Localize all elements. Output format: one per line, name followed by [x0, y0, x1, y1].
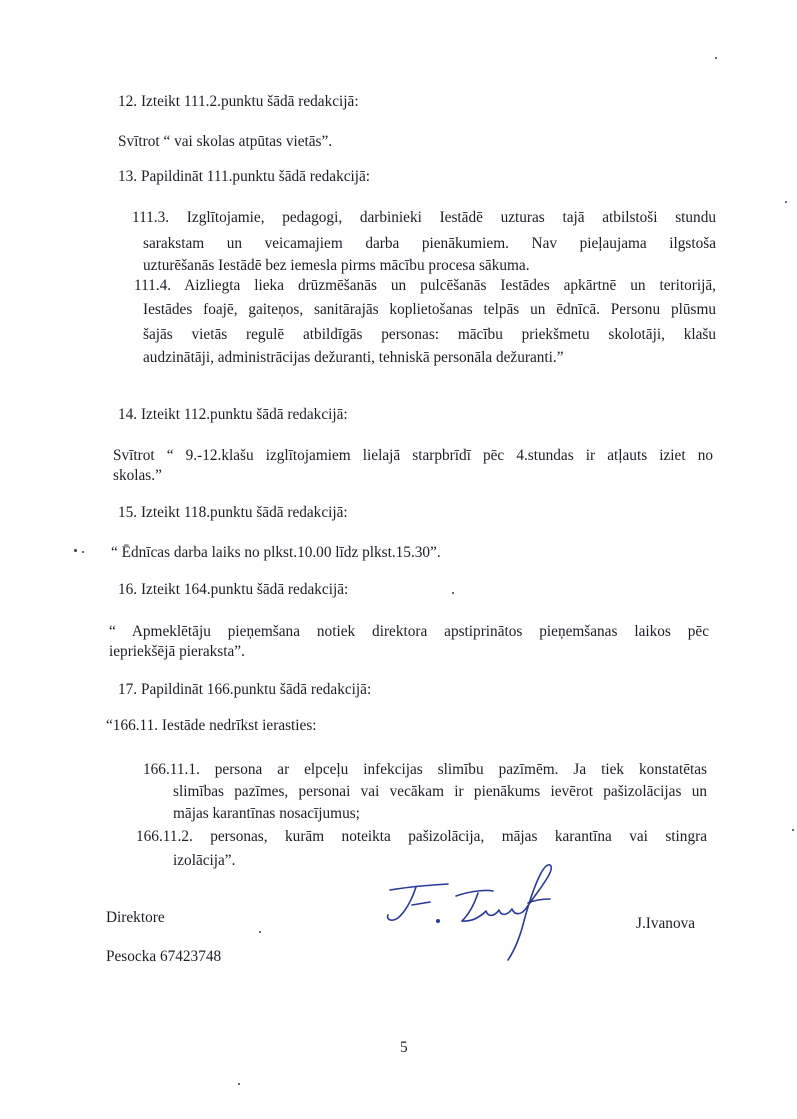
item-17-p1-line3: mājas karantīnas nosacījumus;	[173, 805, 360, 822]
item-13-p2-line3: šajās vietās regulē atbildīgās personas: mācību priekšmetu skolotāji, klašu	[143, 326, 716, 343]
item-14-heading: 14. Izteikt 112.punktu šādā redakcijā:	[118, 406, 348, 423]
item-14-text-line1: Svītrot “ 9.-12.klašu izglītojamiem lielajā starpbrīdī pēc 4.stundas ir atļauts iziet no	[113, 447, 713, 464]
scan-speck	[74, 549, 77, 552]
item-13-p1-line3: uzturēšanās Iestādē bez iemesla pirms mācību procesa sākuma.	[143, 257, 530, 274]
item-17-p1-line1: 166.11.1. persona ar elpceļu infekcijas slimību pazīmēm. Ja tiek konstatētas	[143, 761, 707, 778]
scan-speck	[238, 1083, 240, 1085]
scan-speck	[785, 201, 787, 203]
contact-info: Pesocka 67423748	[106, 948, 222, 965]
item-13-p2-line4: audzinātāji, administrācijas dežuranti, tehniskā personāla dežuranti.”	[143, 349, 564, 366]
item-17-p2-line2: izolācija”.	[173, 852, 236, 869]
scan-speck	[715, 57, 717, 59]
item-14-text-line2: skolas.”	[113, 467, 162, 484]
item-13-p1-line2: sarakstam un veicamajiem darba pienākumiem. Nav pieļaujama ilgstoša	[143, 235, 716, 252]
item-17-p1-line2: slimības pazīmes, personai vai vecākam ir pienākums ievērot pašizolācijas un	[173, 783, 707, 800]
item-13-p2-line2: Iestādes foajē, gaiteņos, sanitārajās koplietošanas telpās un ēdnīcā. Personu plūsmu	[143, 301, 716, 318]
handwritten-signature	[378, 863, 568, 963]
item-16-text-line2: iepriekšējā pieraksta”.	[109, 643, 245, 660]
item-17-p2-line1: 166.11.2. personas, kurām noteikta pašizolācija, mājas karantīna vai stingra	[136, 828, 707, 845]
item-12-heading: 12. Izteikt 111.2.punktu šādā redakcijā:	[118, 93, 359, 110]
item-15-heading: 15. Izteikt 118.punktu šādā redakcijā:	[118, 504, 348, 521]
signatory-name: J.Ivanova	[636, 915, 696, 932]
item-12-text: Svītrot “ vai skolas atpūtas vietās”.	[118, 133, 333, 150]
item-15-text: “ Ēdnīcas darba laiks no plkst.10.00 līdz plkst.15.30”.	[111, 544, 441, 561]
scan-speck	[259, 931, 261, 933]
item-13-heading: 13. Papildināt 111.punktu šādā redakcijā:	[118, 168, 371, 185]
scan-speck	[452, 592, 454, 594]
signatory-role: Direktore	[106, 909, 165, 926]
item-13-p1-line1: 111.3. Izglītojamie, pedagogi, darbinieki Iestādē uzturas tajā atbilstoši stundu	[132, 209, 716, 226]
scan-speck	[82, 551, 84, 553]
item-16-text-line1: “ Apmeklētāju pieņemšana notiek direktora apstiprinātos pieņemšanas laikos pēc	[109, 623, 709, 640]
scan-speck	[792, 829, 794, 831]
item-17-heading: 17. Papildināt 166.punktu šādā redakcijā:	[118, 681, 372, 698]
page-number: 5	[400, 1039, 408, 1056]
item-16-heading: 16. Izteikt 164.punktu šādā redakcijā:	[118, 581, 349, 598]
item-17-intro: “166.11. Iestāde nedrīkst ierasties:	[106, 717, 317, 734]
item-13-p2-line1: 111.4. Aizliegta lieka drūzmēšanās un pulcēšanās Iestādes apkārtnē un teritorijā,	[134, 277, 716, 294]
